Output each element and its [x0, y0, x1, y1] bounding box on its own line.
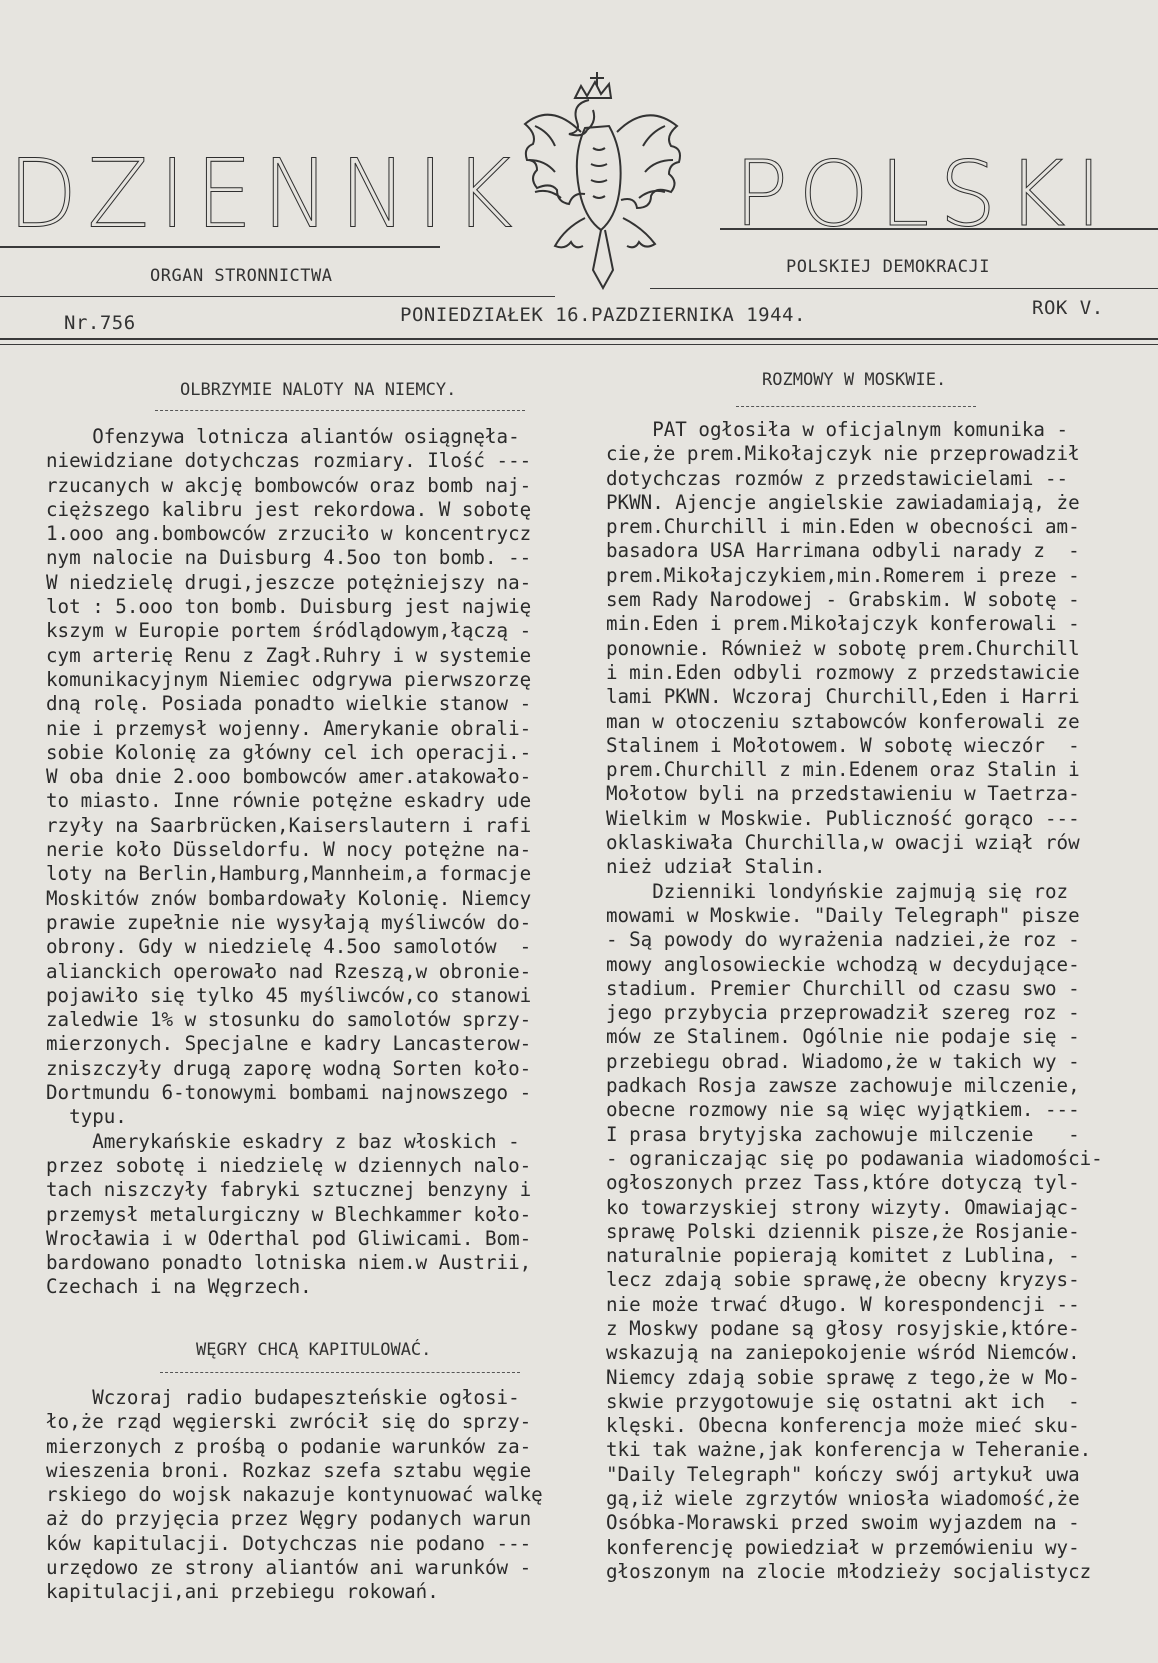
polish-eagle-icon [505, 68, 705, 290]
text-line: mierzonych z prośbą o podanie warunków za- [46, 1434, 532, 1458]
issue-number: Nr.756 [64, 312, 136, 334]
text-line: stadium. Premier Churchill od czasu swo - [606, 976, 1080, 1000]
text-line: z Moskwy podane są głosy rosyjskie,które- [606, 1316, 1080, 1340]
text-line: Dzienniki londyńskie zajmują się roz [606, 879, 1069, 903]
text-line: niewidziane dotychczas rozmiary. Ilość --- [46, 449, 532, 473]
text-line: ków kapitulacji. Dotychczas nie podano --- [46, 1531, 532, 1555]
text-line: mowy anglosowieckie wchodzą w decydujące- [606, 952, 1080, 976]
title-underline [155, 410, 525, 411]
text-line: dotychczas rozmów z przedstawicielami -- [606, 466, 1069, 490]
text-line: oklaskiwała Churchilla,w owacji wziął rów [606, 831, 1080, 855]
text-line: prem.Mikołajczykiem,min.Romerem i preze - [606, 563, 1080, 587]
text-line: Osóbka-Morawski przed swoim wyjazdem na - [606, 1511, 1080, 1535]
text-line: naturalnie popierają komitet z Lublina, - [606, 1244, 1080, 1268]
masthead-rule-right [720, 228, 1158, 230]
text-line: Czechach i na Węgrzech. [46, 1275, 312, 1299]
text-line: Wczoraj radio budapeszteńskie ogłosi- [46, 1386, 520, 1409]
text-line: bardowano ponadto lotniska niem.w Austrii, [46, 1251, 532, 1275]
text-line: ogłoszonych przez Tass,które dotyczą tyl- [606, 1171, 1080, 1195]
article-title-moscow-talks: ROZMOWY W MOSKWIE. [762, 370, 947, 390]
text-line: przez sobotę i niedzielę w dziennych nalo- [46, 1153, 532, 1177]
text-line: dną rolę. Posiada ponadto wielkie stanow - [46, 692, 532, 716]
text-line: kapitulacji,ani przebiegu rokowań. [46, 1580, 439, 1604]
text-line: prem.Churchill i min.Eden w obecności am- [606, 515, 1080, 539]
text-line: PAT ogłosiła w oficjalnym komunika - [606, 418, 1069, 441]
text-line: kszym w Europie portem śródlądowym,łączą - [46, 619, 532, 643]
text-line: 1.ooo ang.bombowców zrzuciło w koncentrycz [46, 522, 532, 546]
title-underline [736, 406, 976, 407]
text-line: zniszczyły drugą zaporę wodną Sorten koło- [46, 1056, 532, 1080]
article-body-hungary [46, 1386, 543, 1605]
text-line: Niemcy zdają sobie sprawę z tego,że w Mo- [606, 1365, 1080, 1389]
text-line: cie,że prem.Mikołajczyk nie przeprowadził [606, 442, 1080, 466]
organ-subtitle: ORGAN STRONNICTWA [150, 266, 333, 286]
text-line: Amerykańskie eskadry z baz włoskich - [46, 1129, 520, 1153]
text-line: tach niszczyły fabryki sztucznej benzyny i [46, 1178, 532, 1202]
text-line: nie i przemysł wojenny. Amerykanie obrali- [46, 716, 532, 740]
text-line: obrony. Gdy w niedzielę 4.5oo samolotów - [46, 935, 532, 959]
article-title-air-raids: OLBRZYMIE NALOTY NA NIEMCY. [180, 380, 457, 400]
text-line: obecne rozmowy nie są więc wyjątkiem. --- [606, 1098, 1080, 1122]
text-line: skwie przygotowuje się ostatni akt ich - [606, 1389, 1080, 1413]
text-line: pojawiło się tylko 45 myśliwców,co stanowi [46, 983, 532, 1007]
text-line: nym nalocie na Duisburg 4.5oo ton bomb. -- [46, 546, 532, 570]
text-line: ko towarzyskiej strony wizyty. Omawiając- [606, 1195, 1080, 1219]
text-line: sem Rady Narodowej - Grabskim. W sobotę - [606, 588, 1080, 612]
text-line: Stalinem i Mołotowem. W sobotę wieczór - [606, 733, 1080, 757]
text-line: rskiego do wojsk nakazuje kontynuować walkę [46, 1483, 543, 1507]
masthead-rule-left [0, 246, 440, 248]
text-line: nie może trwać długo. W korespondencji -- [606, 1292, 1080, 1316]
text-line: tki tak ważne,jak konferencja w Teheranie. [606, 1438, 1092, 1462]
text-line: konferencję powiedział w przemówieniu wy- [606, 1535, 1080, 1559]
text-line: W niedzielę drugi,jeszcze potężniejszy na- [46, 570, 532, 594]
header-rule-bottom-thin [0, 344, 1158, 345]
text-line: loty na Berlin,Hamburg,Mannheim,a formacje [46, 862, 532, 886]
text-line: basadora USA Harrimana odbyli narady z - [606, 539, 1080, 563]
text-line: lecz zdają sobie sprawę,że obecny kryzys- [606, 1268, 1080, 1292]
article-title-hungary: WĘGRY CHCĄ KAPITULOWAĆ. [196, 1340, 432, 1360]
text-line: Wrocławia i w Oderthal pod Gliwicami. Bom- [46, 1226, 532, 1250]
text-line: min.Eden i prem.Mikołajczyk konferowali - [606, 612, 1080, 636]
text-line: sobie Kolonię za główny cel ich operacji.- [46, 740, 532, 764]
header-rule-bottom [0, 338, 1158, 340]
text-line: padkach Rosja zawsze zachowuje milczenie, [606, 1074, 1080, 1098]
text-line: i min.Eden odbyli rozmowy z przedstawicie [606, 660, 1080, 684]
title-underline [160, 1372, 520, 1373]
text-line: mów ze Stalinem. Ogólnie nie podaje się - [606, 1025, 1080, 1049]
text-line: typu. [46, 1105, 127, 1129]
text-line: to miasto. Inne równie potężne eskadry ude [46, 789, 532, 813]
text-line: głoszonym na zlocie młodzieży socjalistycz [606, 1559, 1092, 1583]
text-line: - Są powody do wyrażenia nadziei,że roz - [606, 928, 1080, 952]
text-line: rzucanych w akcję bombowców oraz bomb naj- [46, 473, 532, 497]
text-line: man w otoczeniu sztabowców konferowali ze [606, 709, 1080, 733]
text-line: klęski. Obecna konferencja może mieć sku- [606, 1414, 1080, 1438]
issue-date: PONIEDZIAŁEK 16.PAZDZIERNIKA 1944. [400, 304, 806, 326]
text-line: W oba dnie 2.ooo bombowców amer.atakowało- [46, 765, 532, 789]
text-line: Ofenzywa lotnicza aliantów osiągnęła- [46, 425, 520, 448]
text-line: alianckich operowało nad Rzeszą,w obronie- [46, 959, 532, 983]
text-line: mowami w Moskwie. "Daily Telegraph" pisze [606, 903, 1080, 927]
text-line: sprawę Polski dziennik pisze,że Rosjanie- [606, 1219, 1080, 1243]
text-line: przemysł metalurgiczny w Blechkammer koło- [46, 1202, 532, 1226]
party-subtitle: POLSKIEJ DEMOKRACJI [786, 257, 990, 277]
text-line: ponownie. Również w sobotę prem.Churchill [606, 636, 1080, 660]
text-line: Wielkim w Moskwie. Publiczność gorąco --- [606, 806, 1080, 830]
text-line: cięższego kalibru jest rekordowa. W sobotę [46, 497, 532, 521]
text-line: wskazują na zaniepokojenie wśród Niemców. [606, 1341, 1080, 1365]
header-rule-right [650, 288, 1158, 289]
text-line: przebiegu obrad. Wiadomo,że w takich wy - [606, 1049, 1080, 1073]
text-line: nerie koło Düsseldorfu. W nocy potężne na- [46, 838, 532, 862]
text-line: zaledwie 1% w stosunku do samolotów sprzy- [46, 1008, 532, 1032]
text-line: jego przybycia przeprowadził szereg roz - [606, 1001, 1080, 1025]
text-line: PKWN. Ajencje angielskie zawiadamiają, że [606, 490, 1080, 514]
masthead-title-right: POLSKI [734, 142, 1112, 247]
article-body-air-raids [46, 425, 531, 1300]
text-line: Moskitów znów bombardowały Kolonię. Niemcy [46, 886, 532, 910]
text-line: gą,iż wiele zgrzytów wniosła wiadomość,że [606, 1487, 1080, 1511]
masthead-title-left: DZIENNIK [8, 139, 523, 250]
text-line: lot : 5.ooo ton bomb. Duisburg jest najwię [46, 595, 532, 619]
text-line: I prasa brytyjska zachowuje milczenie - [606, 1122, 1080, 1146]
issue-year: ROK V. [1032, 297, 1104, 319]
text-line: mierzonych. Specjalne e kadry Lancasterow- [46, 1032, 532, 1056]
text-line: cym arterię Renu z Zagł.Ruhry i w systemie [46, 643, 532, 667]
text-line: - ograniczając się po podawania wiadomości- [606, 1146, 1103, 1170]
text-line: urzędowo ze strony aliantów ani warunków - [46, 1556, 532, 1580]
text-line: Dortmundu 6-tonowymi bombami najnowszego - [46, 1081, 532, 1105]
text-line: rzyły na Saarbrücken,Kaiserslautern i rafi [46, 813, 532, 837]
text-line: ło,że rząd węgierski zwrócił się do sprzy- [46, 1410, 532, 1434]
article-body-moscow-talks [606, 418, 1103, 1584]
text-line: "Daily Telegraph" kończy swój artykuł uwa [606, 1462, 1080, 1486]
text-line: prawie zupełnie nie wysyłają myśliwców do- [46, 910, 532, 934]
header-rule-left [0, 296, 555, 297]
text-line: wieszenia broni. Rozkaz szefa sztabu węgie [46, 1458, 532, 1482]
text-line: lami PKWN. Wczoraj Churchill,Eden i Harri [606, 685, 1080, 709]
text-line: aż do przyjęcia przez Węgry podanych warun [46, 1507, 532, 1531]
text-line: nież udział Stalin. [606, 855, 826, 879]
text-line: Mołotow byli na przedstawieniu w Taetrza- [606, 782, 1080, 806]
text-line: komunikacyjnym Niemiec odgrywa pierwszorzę [46, 667, 532, 691]
text-line: prem.Churchill z min.Edenem oraz Stalin i [606, 758, 1080, 782]
